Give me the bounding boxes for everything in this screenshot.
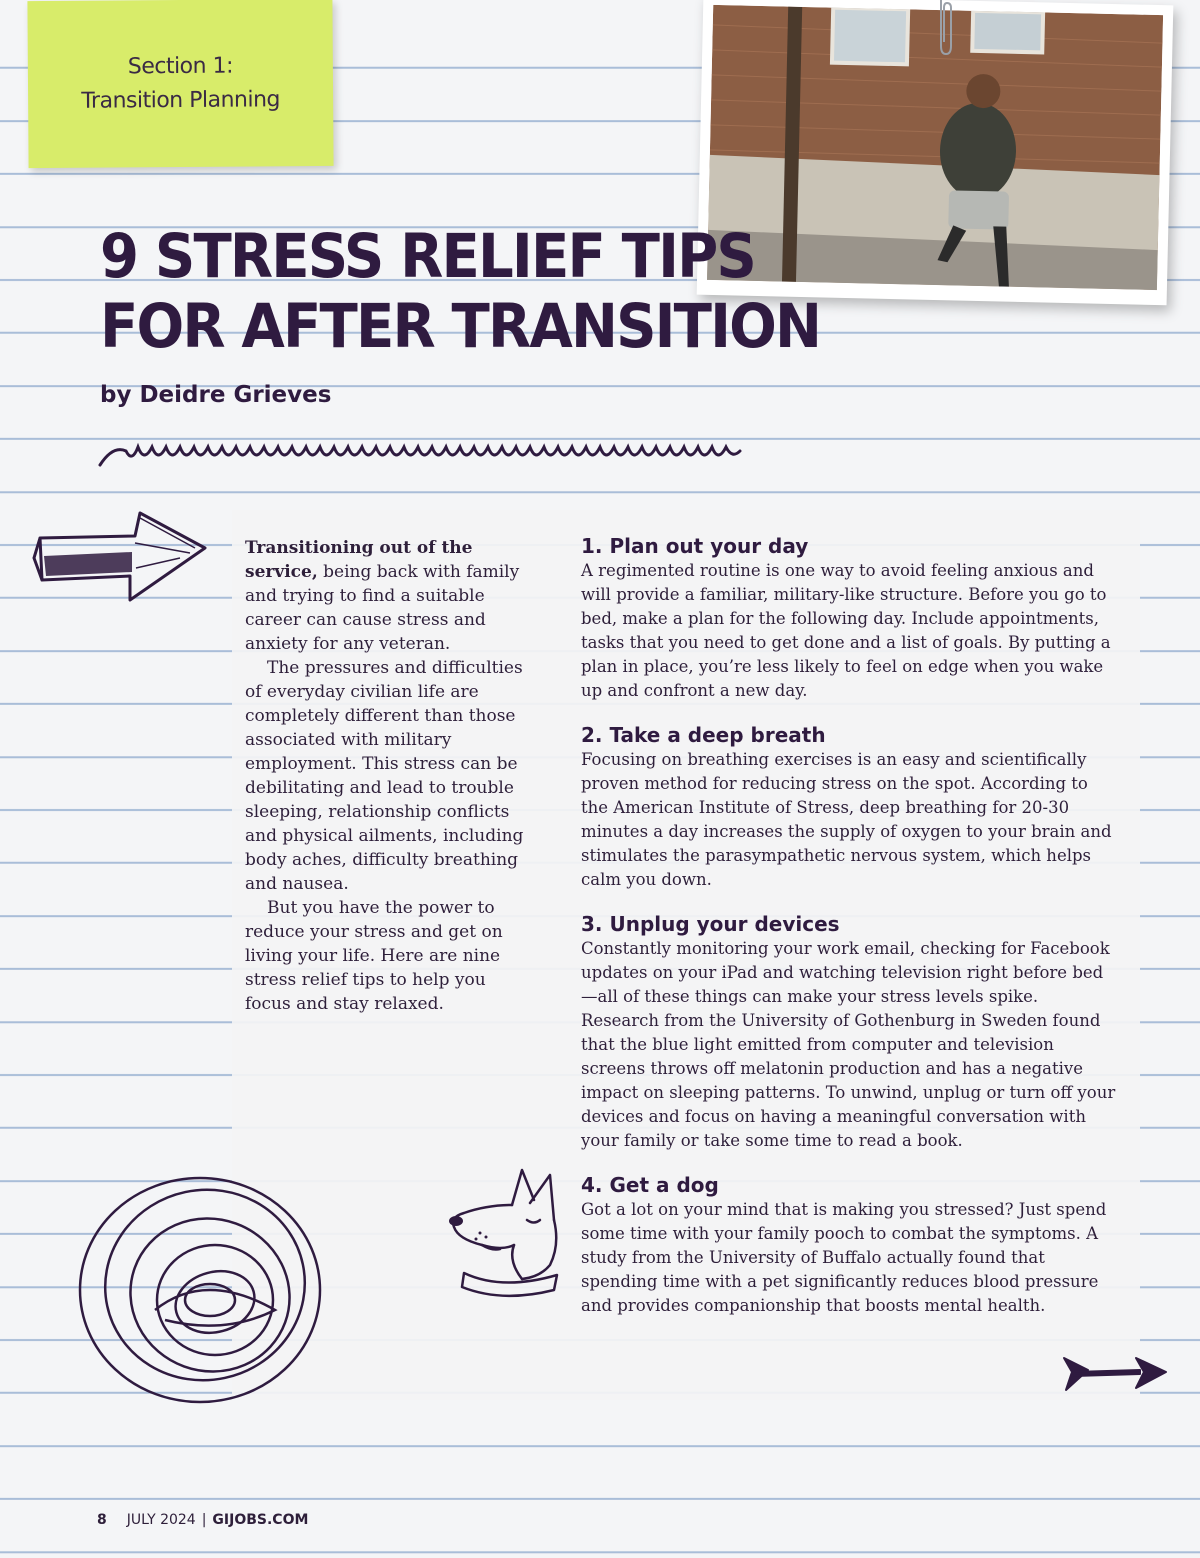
tip-4 — [581, 1172, 1116, 1318]
paperclip-icon — [935, 0, 955, 58]
title-line-1: 9 STRESS RELIEF TIPS — [100, 221, 756, 292]
small-arrow-icon — [1060, 1350, 1170, 1395]
intro-column — [245, 536, 525, 1016]
dog-doodle-icon — [442, 1165, 567, 1315]
squiggle-line — [98, 437, 743, 469]
tip-heading: 2. Take a deep breath — [581, 723, 826, 747]
tip-body: A regimented routine is one way to avoid feeling anxious and will provide a familiar, military-like structure. Before you go to bed, make a plan for the following day. Include appointments, tasks that you need to get done and a list of goals. By putting a plan in place, you’re less likely to feel on edge when you wake up and confront a new day. — [581, 561, 1111, 700]
tip-body: Focusing on breathing exercises is an easy and scientifically proven method for reducing stress on the spot. According to the American Institute of Stress, deep breathing for 20-30 minutes a day increases the supply of oxygen to your brain and stimulates the parasympathetic nervous system, which helps calm you down. — [581, 750, 1112, 889]
page-footer — [97, 1512, 308, 1528]
tip-heading: 3. Unplug your devices — [581, 912, 840, 936]
intro-lead: Transitioning out of the service, — [245, 538, 473, 582]
tip-1 — [581, 533, 1116, 703]
tip-heading: 4. Get a dog — [581, 1173, 719, 1197]
article-title — [100, 222, 820, 362]
intro-paragraph-1 — [245, 536, 525, 656]
hand-drawn-arrow-icon — [30, 508, 210, 608]
tip-2 — [581, 722, 1116, 892]
tip-body: Constantly monitoring your work email, checking for Facebook updates on your iPad and watching television right before bed—all of these things can make your stress levels spike. Research from the University of Gothenburg in Sweden found that the blue light emitted from computer and television screens throws off melatonin production and has a negative impact on sleeping patterns. To unwind, unplug or turn off your devices and focus on having a meaningful conversation with your family or take some time to read a book. — [581, 939, 1116, 1150]
byline: by Deidre Grieves — [100, 382, 332, 408]
site-name: GIJOBS.COM — [212, 1512, 309, 1528]
scribble-doodle — [65, 1160, 330, 1420]
tip-3 — [581, 911, 1116, 1153]
issue-date: JULY 2024 — [126, 1512, 196, 1528]
intro-paragraph-2: The pressures and difficulties of everyday civilian life are completely different than those associated with military employment. This stress can be debilitating and lead to trouble sleeping, relationship conflicts and physical ailments, including body aches, difficulty breathing and nausea. — [245, 658, 524, 894]
intro-paragraph-3: But you have the power to reduce your stress and get on living your life. Here are nine stress relief tips to help you focus and stay relaxed. — [245, 898, 503, 1014]
footer-separator: | — [201, 1512, 207, 1528]
tips-column — [581, 533, 1116, 1337]
section-title: Transition Planning — [81, 86, 281, 114]
intro-lead-rest: being back with family and trying to find a suitable career can cause stress and anxiety for any veteran. — [245, 562, 520, 654]
tip-heading: 1. Plan out your day — [581, 534, 809, 558]
sticky-note — [27, 0, 333, 168]
tip-body: Got a lot on your mind that is making you stressed? Just spend some time with your family pooch to combat the symptoms. A study from the University of Buffalo actually found that spending time with a pet significantly reduces blood pressure and provides companionship that boosts mental health. — [581, 1200, 1107, 1315]
page-number: 8 — [97, 1512, 107, 1528]
title-line-2: FOR AFTER TRANSITION — [100, 291, 821, 362]
section-label: Section 1: — [127, 53, 234, 79]
